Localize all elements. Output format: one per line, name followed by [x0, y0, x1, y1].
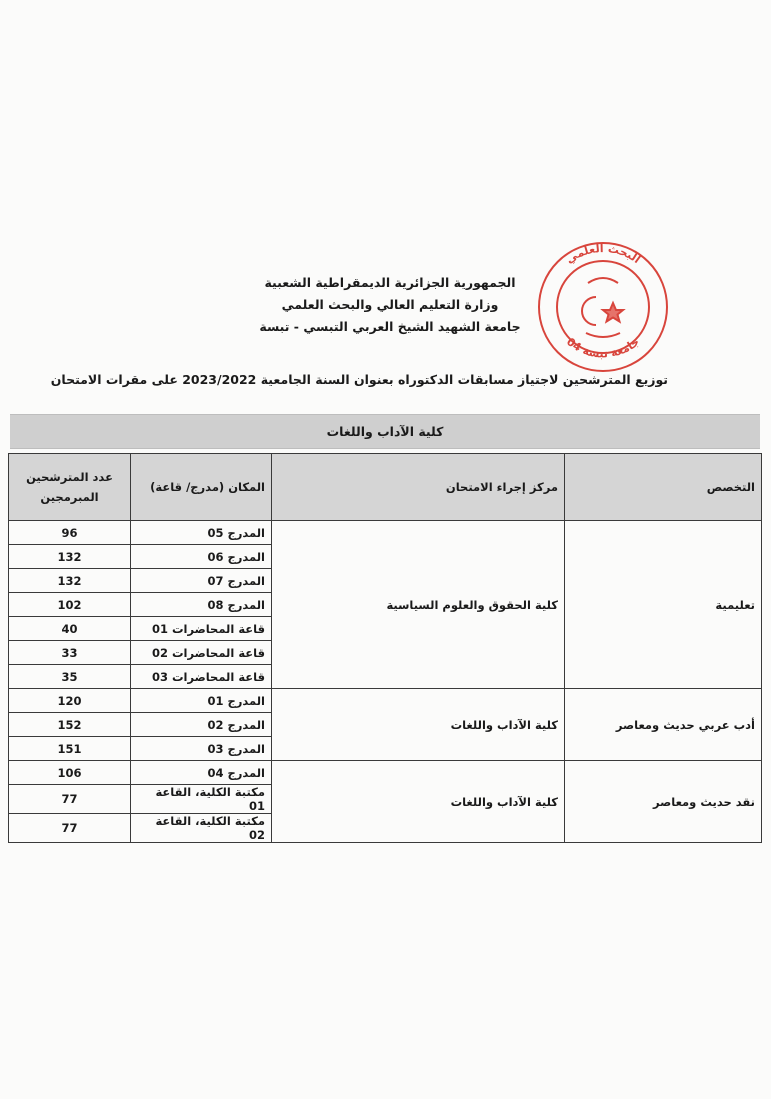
count-cell: 152	[9, 713, 131, 737]
specialty-cell: نقد حديث ومعاصر	[565, 761, 762, 843]
exam-center-cell: كلية الحقوق والعلوم السياسية	[272, 521, 565, 689]
table-row	[9, 689, 762, 713]
count-cell: 151	[9, 737, 131, 761]
count-cell: 132	[9, 545, 131, 569]
distribution-table	[8, 453, 762, 843]
table-header-row	[9, 454, 762, 521]
count-cell: 40	[9, 617, 131, 641]
specialty-cell: أدب عربي حديث ومعاصر	[565, 689, 762, 761]
faculty-band: كلية الآداب واللغات	[10, 414, 760, 449]
stamp-top-text: البحث العلمي	[563, 241, 643, 267]
header-ministry: وزارة التعليم العالي والبحث العلمي	[281, 297, 499, 312]
specialty-cell: تعليمية	[565, 521, 762, 689]
place-cell: قاعة المحاضرات 01	[131, 617, 272, 641]
header-place: المكان (مدرج/ قاعة)	[131, 454, 272, 521]
place-cell: المدرج 07	[131, 569, 272, 593]
header-candidates-count	[9, 454, 131, 521]
svg-text:البحث العلمي	[564, 242, 643, 266]
count-cell: 33	[9, 641, 131, 665]
header-country: الجمهورية الجزائرية الديمقراطية الشعبية	[264, 275, 516, 290]
header-exam-center: مركز إجراء الامتحان	[272, 454, 565, 521]
document-header	[250, 272, 530, 338]
place-cell: المدرج 04	[131, 761, 272, 785]
header-university: جامعة الشهيد الشيخ العربي التبسي - تبسة	[259, 319, 521, 334]
place-cell: المدرج 06	[131, 545, 272, 569]
place-cell: المدرج 08	[131, 593, 272, 617]
count-cell: 106	[9, 761, 131, 785]
stamp-bottom-text: جامعة تبسة 04	[563, 335, 643, 361]
exam-center-cell: كلية الآداب واللغات	[272, 689, 565, 761]
header-specialty: التخصص	[565, 454, 762, 521]
place-cell: المدرج 01	[131, 689, 272, 713]
place-cell: المدرج 05	[131, 521, 272, 545]
header-count-line2: المبرمجين	[40, 490, 99, 504]
table-row	[9, 761, 762, 785]
count-cell: 102	[9, 593, 131, 617]
count-cell: 96	[9, 521, 131, 545]
exam-center-cell: كلية الآداب واللغات	[272, 761, 565, 843]
place-cell: قاعة المحاضرات 02	[131, 641, 272, 665]
place-cell: مكتبة الكلية، القاعة 01	[131, 785, 272, 814]
count-cell: 77	[9, 785, 131, 814]
place-cell: قاعة المحاضرات 03	[131, 665, 272, 689]
header-count-line1: عدد المترشحين	[26, 470, 113, 484]
count-cell: 132	[9, 569, 131, 593]
count-cell: 35	[9, 665, 131, 689]
count-cell: 77	[9, 814, 131, 843]
svg-text:جامعة تبسة 04	[564, 335, 642, 360]
document-title: توزيع المترشحين لاجتياز مسابقات الدكتوراه بعنوان السنة الجامعية 2023/2022 على مقرات الامتحان	[50, 372, 668, 387]
table-row	[9, 521, 762, 545]
place-cell: مكتبة الكلية، القاعة 02	[131, 814, 272, 843]
place-cell: المدرج 02	[131, 713, 272, 737]
place-cell: المدرج 03	[131, 737, 272, 761]
count-cell: 120	[9, 689, 131, 713]
university-stamp	[528, 239, 678, 375]
